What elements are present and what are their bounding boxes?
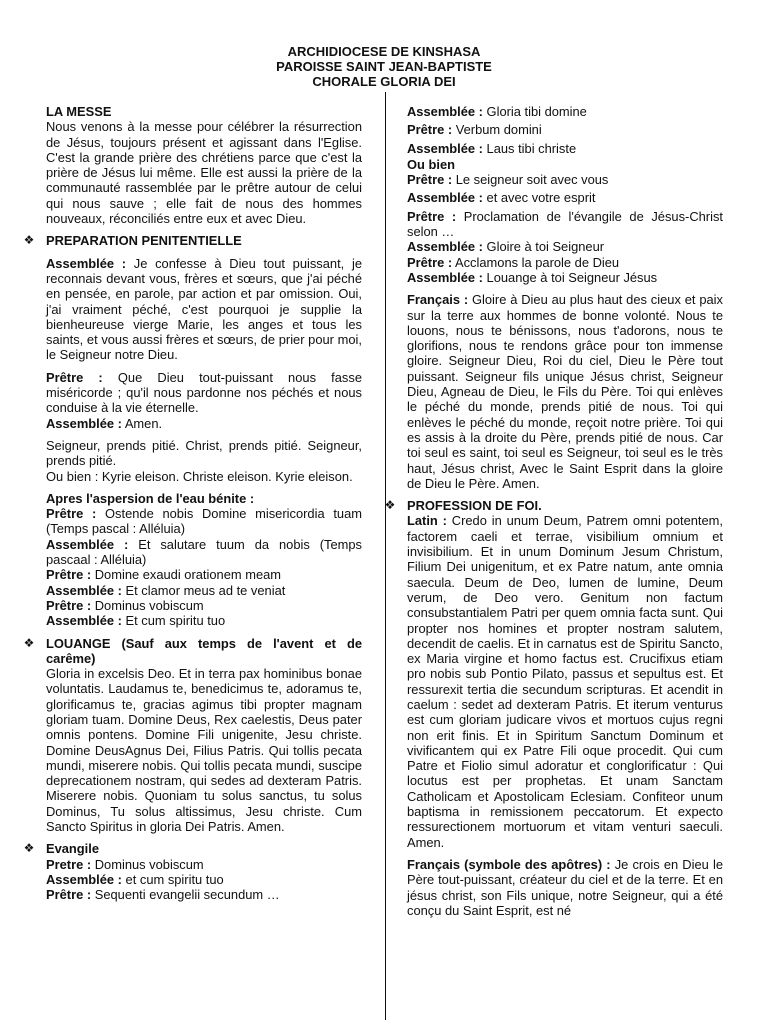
right-column [384, 104, 723, 1019]
dialogue-text: Et clamor meus ad te veniat [125, 582, 286, 598]
speaker-label: Assemblée : [46, 582, 122, 598]
dialogue-line [46, 583, 362, 598]
dialogue-text: Gloria tibi domine [486, 104, 587, 119]
section-title-penitentielle: PREPARATION PENITENTIELLE [46, 233, 242, 249]
dialogue-line [46, 857, 362, 872]
speaker-label: Assemblée : [46, 255, 127, 271]
speaker-label: Prêtre : [46, 506, 97, 522]
column-divider [385, 92, 386, 1020]
section-title-messe: LA MESSE [46, 104, 112, 119]
section-louange [23, 635, 362, 835]
dialogue-text: Et cum spiritu tuo [125, 613, 226, 629]
ou-bien-label: Ou bien [407, 156, 455, 172]
section-profession-de-foi [384, 498, 723, 850]
dialogue-text: Domine exaudi orationem meam [94, 567, 282, 583]
speaker-label: Assemblée : [46, 613, 122, 629]
messe-paragraph: Nous venons à la messe pour célébrer la résurrection de Jésus, toujours présent et agissant dans l'Eglise. C'est la grande prière des chrétiens parce que c'est la prière de Jésus lui même. Elle est aussi la prière de la communauté rassemblée par le prêtre autour de celui qui nous sauve ; elle fait de nous des hommes nouveaux, réconciliés entre eux et avec Dieu. [46, 119, 362, 227]
dialogue-text: Le seigneur soit avec vous [455, 172, 609, 188]
penitential-confiteor [46, 256, 362, 363]
dialogue-text: Dominus vobiscum [94, 856, 204, 872]
speaker-label: Prêtre : [46, 887, 92, 903]
speaker-label: Prêtre : [46, 567, 92, 583]
speaker-label: Prêtre : [407, 172, 453, 188]
kyrie-latin: Ou bien : Kyrie eleison. Christe eleison. Kyrie eleison. [46, 468, 353, 484]
gloria-latin-paragraph: Gloria in excelsis Deo. Et in terra pax hominibus bonae voluntatis. Laudamus te, benedicimus te, adoramus te, glorificamus te, gracias agimus tibi propter magnam gloriam tuam. Domine Deus, Rex caelestis, Deus pater omnis pontens. Domine Fili unigenite, Jesu christe. Domine DeusAgnus Dei, Filius Patris. Qui tollis pecata mundi, miserere nobis. Qui tollis pecata mundi, suscipe deprecationem nostram, qui sedes ad dexteram Patris. Miserere nobis. Quoniam tu solus sanctus, tu solus Dominus, Tu solus altissimus, Jesu christe. Cum Sancto Spiritus in gloria Dei Patris. Amen. [46, 666, 362, 835]
header-parish: PAROISSE SAINT JEAN-BAPTISTE [276, 59, 492, 74]
dialogue-line [46, 872, 362, 887]
kyrie-french: Seigneur, prends pitié. Christ, prends pitié. Seigneur, prends pitié. [46, 437, 362, 469]
speaker-label: Assemblée : [46, 415, 122, 431]
penitential-absolution [46, 370, 362, 431]
dialogue-text: et cum spiritu tuo [125, 871, 224, 887]
section-title-profession: PROFESSION DE FOI. [407, 498, 542, 514]
dialogue-line [46, 506, 362, 537]
proclamation-block [407, 209, 723, 285]
dialogue-line [46, 887, 362, 902]
diamond-bullet-icon: ❖ [23, 841, 35, 856]
section-title-louange: LOUANGE (Sauf aux temps de l'avent et de carême) [46, 635, 362, 666]
gloria-french-block [407, 292, 723, 491]
dialogue-text: Verbum domini [455, 122, 542, 138]
dialogue-text: Sequenti evangelii secundum … [94, 887, 280, 903]
dialogue-text: Dominus vobiscum [94, 597, 204, 613]
dialogue-line [46, 613, 362, 628]
response-line [407, 104, 723, 119]
speaker-label: Assemblée : [407, 269, 483, 285]
speaker-label: Pretre : [46, 856, 92, 872]
aspersion-title: Apres l'aspersion de l'eau bénite : [46, 490, 255, 506]
document-header [0, 44, 768, 89]
header-archdiocese: ARCHIDIOCESE DE KINSHASA [287, 44, 481, 59]
language-label: Français (symbole des apôtres) : [407, 856, 611, 872]
language-label: Français : [407, 292, 469, 308]
speaker-label: Assemblée : [407, 140, 483, 156]
diamond-bullet-icon: ❖ [23, 233, 35, 248]
dialogue-text: Gloire à toi Seigneur [486, 239, 605, 255]
dialogue-text: Laus tibi christe [486, 140, 577, 156]
section-la-messe [46, 104, 362, 226]
absolution-text: Que Dieu tout-puissant nous fasse miséricorde ; qu'il nous pardonne nos péchés et nous conduise à la vie éternelle. [46, 369, 362, 416]
diamond-bullet-icon: ❖ [384, 498, 396, 513]
dialogue-line [46, 567, 362, 582]
response-line [407, 122, 723, 137]
proclamation-text: Proclamation de l'évangile de Jésus-Christ selon … [407, 208, 723, 240]
speaker-label: Assemblée : [46, 536, 129, 552]
symbole-text: Je crois en Dieu le Père tout-puissant, créateur du ciel et de la terre. Et en jésus christ, son Fils unique, notre Seigneur, qui a été conçu du Saint Esprit, est né [407, 856, 723, 918]
left-column [23, 104, 362, 1019]
credo-latin-text: Credo in unum Deum, Patrem omni potentem, factorem caeli et terrae, visibilium omnium et invisibilium. Et in unum Dominum Jesum Christum, Filium Dei unigenitum, et ex Patre natum, ante omnia saecula. Deum de Deo, lumen de lumine, Deum verum, de Deo vero. Genitum non factum consubstantialem Patri per quem omnia facta sunt. Qui propter nos homines et propter nostram salutem, decendit de caelis. Et in carnatus est de Spiritu Sancto, ex Maria virgine et homo factus est. Crucifixus etiam pro nobis sub Pontio Pilato, passus et sepultus est. Et ressurexit tertia die secundum scripturas. Et acendit in caelum : sedet ad dexteram Patris. Et iterum venturus est cum gloriam judicare vivos et mortuos cujus regni non erit finis. Et in Spiritum Sanctum Dominum et vivificantem qui ex Patre Fili oque procedit. Qui cum Patre et Fiolio simul adoratur et conglorificatur : Qui locutus est per prophetas. Et unam Sanctam Catholicam et Apostolicam Eclesiam. Confiteor unum baptisma in remissionem peccatorum. Et expecto ressurectionem mortuorum et vitam venturi saeculi. Amen. [407, 513, 723, 850]
dialogue-text: Et salutare tuum da nobis (Temps pascaal : Alléluia) [46, 536, 362, 568]
response-line [407, 141, 723, 156]
section-title-evangile: Evangile [46, 841, 100, 857]
speaker-label: Prêtre : [46, 597, 92, 613]
response-line [407, 190, 723, 205]
section-penitential-title [23, 233, 362, 249]
speaker-label: Prêtre : [407, 122, 453, 138]
speaker-label: Assemblée : [407, 190, 483, 206]
confiteor-text: Je confesse à Dieu tout puissant, je reconnais devant vous, frères et sœurs, que j'ai péché en pensée, en parole, par action et par omission. Oui, j'ai vraiment péché, c'est pourquoi je supplie la bienheureuse vierge Marie, les anges et tous les saints, et vous aussi frères et sœurs, de prier pour moi, le Seigneur notre Dieu. [46, 255, 362, 363]
section-evangile [23, 841, 362, 903]
speaker-label: Assemblée : [407, 239, 483, 255]
speaker-label: Assemblée : [407, 104, 483, 119]
speaker-label: Prêtre : [407, 254, 453, 270]
header-choir: CHORALE GLORIA DEI [312, 74, 456, 89]
dialogue-text: Louange à toi Seigneur Jésus [486, 269, 658, 285]
language-label: Latin : [407, 513, 447, 529]
dialogue-text: et avec votre esprit [486, 190, 596, 206]
amen-text: Amen. [124, 415, 163, 431]
dialogue-text: Ostende nobis Domine misericordia tuam (Temps pascal : Alléluia) [46, 506, 362, 537]
alternative-block [407, 157, 723, 188]
dialogue-line [46, 598, 362, 613]
gloria-french-text: Gloire à Dieu au plus haut des cieux et paix sur la terre aux hommes de bonne volonté. Nous te louons, nous te bénissons, nous t'adorons, nous te glorifions, nous te rendons grâce pour ton immense gloire. Seigneur Dieu, Roi du ciel, Dieu le Père tout puissant. Seigneur fils unique Jésus christ, Seigneur Dieu, Agneau de Dieu, le Fils du Père. Toi qui enlèves le péché du monde, prends pitié de nous. Toi qui enlèves le péché du monde, reçoit notre prière. Toi qui es assis à la droite du Père, prends pitié de nous. Car toi seul es saint, toi seul es Seigneur, toi seul es le très haut, Jésus christ, Avec le Saint Esprit dans la gloire de Dieu le Père. Amen. [407, 292, 723, 491]
aspersion-block [46, 491, 362, 629]
diamond-bullet-icon: ❖ [23, 635, 35, 650]
dialogue-line [46, 537, 362, 568]
speaker-label: Prêtre : [407, 208, 457, 224]
symbole-apotres-block [407, 857, 723, 918]
kyrie-block [46, 438, 362, 484]
speaker-label: Prêtre : [46, 369, 103, 385]
speaker-label: Assemblée : [46, 871, 122, 887]
dialogue-text: Acclamons la parole de Dieu [455, 254, 620, 270]
